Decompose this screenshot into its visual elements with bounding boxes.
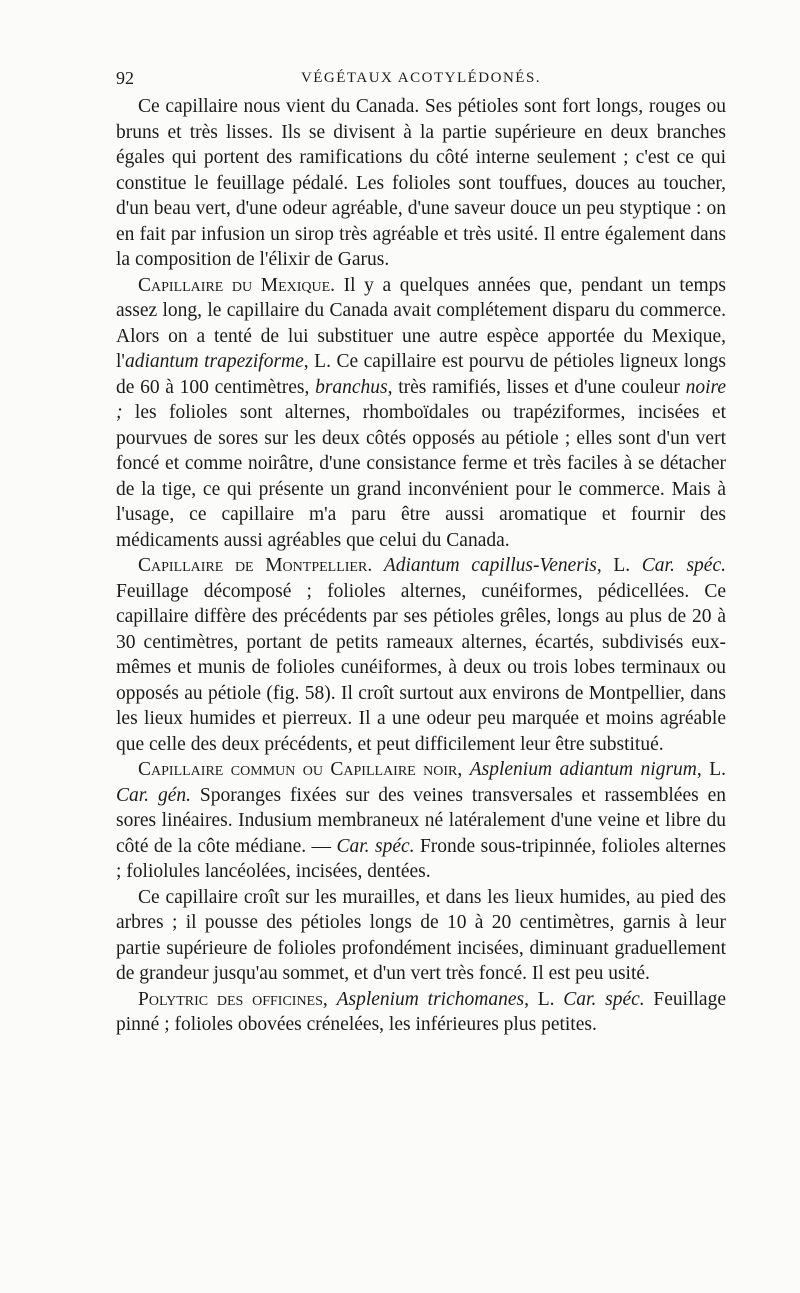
- italic-term: Car. spéc.: [336, 835, 415, 857]
- italic-term: Car. spéc.: [563, 988, 645, 1010]
- section-heading: Capillaire du Mexique.: [138, 274, 336, 296]
- section-heading: Polytric des officines,: [138, 988, 328, 1010]
- paragraph-capillaire-de-montpellier: [116, 553, 726, 757]
- italic-term: Asplenium adiantum nigrum: [469, 759, 697, 780]
- text-run: Ce capillaire croît sur les murailles, et dans les lieux humides, au pied des arbres ; il pousse des pétioles longs de 10 à 20 centimètres, garnis à leur partie supérieure de folioles profondément incisées, diminuant graduellement de grandeur jusqu'au sommet, et d'un vert très foncé. Il est peu usité.: [116, 886, 726, 984]
- italic-term: Adiantum capillus-Veneris: [383, 555, 597, 576]
- section-heading: Capillaire de Montpellier.: [138, 555, 373, 576]
- text-run: [328, 989, 337, 1010]
- text-run: Fronde sous-tripinnée, folioles alternes ; foliolules lancéolées, incisées, dentées.: [116, 835, 726, 882]
- paragraph-capillaire-murailles: [116, 885, 726, 987]
- text-run: Feuillage décomposé ; folioles alternes, cunéiformes, pédicellées. Ce capillaire diffère des précédents par ses pétioles grêles, longs au plus de 20 à 30 centimètres, portant de petits rameaux alternes, écartés, subdivisés eux-mêmes et munis de folioles cunéiformes, à deux ou trois lobes terminaux ou opposés au pétiole (fig. 58). Il croît surtout aux environs de Montpellier, dans les lieux humides et pierreux. Il a une odeur peu marquée et moins agréable que celle des deux précédents, et peut difficilement leur être substitué.: [116, 580, 726, 755]
- running-title: VÉGÉTAUX ACOTYLÉDONÉS.: [300, 70, 542, 86]
- text-run: [372, 555, 384, 576]
- paragraph-polytric-des-officines: [116, 987, 726, 1038]
- book-page: [116, 68, 726, 1038]
- italic-term: Asplenium trichomanes: [336, 988, 525, 1010]
- italic-term: Car. gén.: [116, 784, 191, 806]
- paragraph-canada: [116, 94, 726, 273]
- text-run: , L. Ce capillaire est pourvu de pétioles ligneux longs de 60 à 100 centimètres,: [116, 351, 726, 398]
- paragraph-capillaire-du-mexique: [116, 273, 726, 554]
- text-run: , L.: [696, 759, 726, 780]
- italic-term: noire ;: [116, 376, 727, 423]
- text-run: Ce capillaire nous vient du Canada. Ses pétioles sont fort longs, rouges ou bruns et très lisses. Ils se divisent à la partie supérieure en deux branches égales qui portent des ramifications du côté interne seulement ; c'est ce qui constitue le feuillage pédalé. Les folioles sont touffues, douces au toucher, d'un beau vert, d'une odeur agréable, d'une saveur douce un peu styptique : on en fait par infusion un sirop très agréable et très usité. Il entre également dans la composition de l'élixir de Garus.: [116, 96, 726, 270]
- text-run: les folioles sont alternes, rhomboïdales ou trapéziformes, incisées et pourvues de sores sur les deux côtés opposés au pétiole ; elles sont d'un vert foncé et comme noirâtre, d'une consistance ferme et très faciles à se détacher de la tige, ce qui présente un grand inconvénient pour le commerce. Mais à l'usage, ce capillaire m'a paru être aussi aromatique et fournir des médicaments aussi agréables que celui du Canada.: [116, 402, 726, 551]
- text-run: Sporanges fixées sur des veines transversales et rassemblées en sores linéaires. Indusium membraneux né latéralement d'une veine et libre du côté de la côte médiane. —: [116, 784, 726, 857]
- page-number: 92: [116, 68, 134, 88]
- italic-term: Car. spéc.: [641, 555, 726, 576]
- text-run: [462, 759, 469, 780]
- text-run: , L.: [524, 988, 564, 1010]
- section-heading: Capillaire commun ou Capillaire noir,: [138, 759, 463, 780]
- text-run: Feuillage pinné ; folioles obovées crénelées, les inférieures plus petites.: [116, 988, 726, 1035]
- text-run: , très ramifiés, lisses et d'une couleur: [387, 376, 686, 398]
- running-head: [116, 68, 726, 94]
- text-run: Il y a quelques années que, pendant un temps assez long, le capillaire du Canada avait complétement disparu du commerce. Alors on a tenté de lui substituer une autre espèce apportée du Mexique, l': [116, 274, 726, 372]
- italic-term: adiantum trapeziforme: [124, 351, 304, 372]
- text-run: , L.: [596, 555, 642, 576]
- italic-term: branchus: [315, 376, 388, 398]
- paragraph-capillaire-commun: [116, 757, 726, 885]
